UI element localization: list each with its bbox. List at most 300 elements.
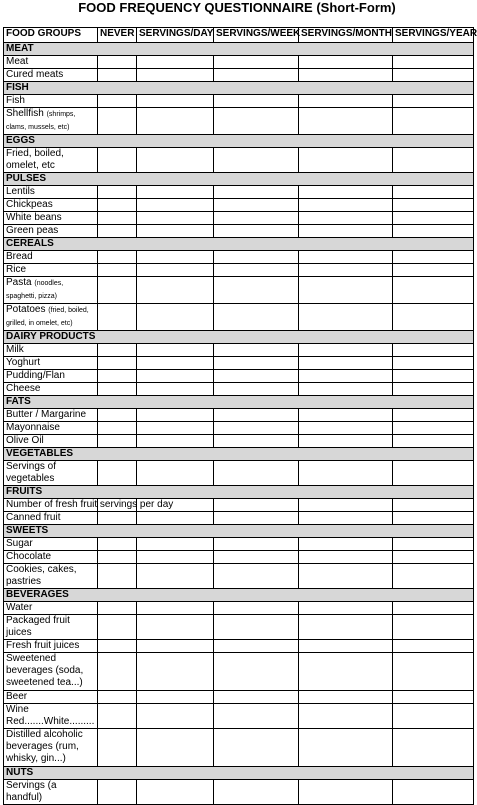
food-item-note: (shrimps, clams, mussels, etc) (6, 111, 76, 131)
servings-day-cell[interactable] (137, 225, 214, 238)
servings-week-cell[interactable] (214, 69, 299, 82)
servings-day-cell[interactable] (137, 461, 214, 486)
servings-month-cell[interactable] (299, 640, 393, 653)
servings-day-cell[interactable] (137, 551, 214, 564)
category-filler (98, 396, 137, 409)
category-filler (299, 331, 393, 344)
food-item-label: Olive Oil (6, 435, 44, 446)
servings-day-cell[interactable] (137, 357, 214, 370)
category-filler (214, 82, 299, 95)
category-filler (299, 525, 393, 538)
servings-week-cell[interactable] (214, 499, 299, 512)
category-row (4, 589, 474, 602)
servings-day-cell[interactable] (137, 69, 214, 82)
servings-week-cell[interactable] (214, 691, 299, 704)
category-filler (393, 82, 474, 95)
food-item-label: Sweetened beverages (soda, sweetened tea...) (6, 653, 84, 688)
servings-day-cell[interactable] (137, 370, 214, 383)
never-cell[interactable] (98, 512, 137, 525)
servings-week-cell[interactable] (214, 344, 299, 357)
servings-week-cell[interactable] (214, 370, 299, 383)
servings-day-cell[interactable] (137, 564, 214, 589)
food-item-label-cell (4, 199, 98, 212)
food-item-label: Fresh fruit juices (6, 640, 80, 651)
category-filler (393, 396, 474, 409)
never-cell[interactable] (98, 225, 137, 238)
never-cell[interactable] (98, 95, 137, 108)
servings-month-cell[interactable] (299, 383, 393, 396)
servings-month-cell[interactable] (299, 108, 393, 135)
category-filler (299, 486, 393, 499)
food-item-label-cell (4, 409, 98, 422)
servings-month-cell[interactable] (299, 653, 393, 691)
servings-week-cell[interactable] (214, 551, 299, 564)
servings-day-cell[interactable] (137, 640, 214, 653)
food-item-row (4, 264, 474, 277)
category-row (4, 396, 474, 409)
servings-month-cell[interactable] (299, 704, 393, 729)
servings-day-cell[interactable] (137, 602, 214, 615)
never-cell[interactable] (98, 461, 137, 486)
food-item-row (4, 69, 474, 82)
servings-day-cell[interactable] (137, 780, 214, 805)
category-row (4, 331, 474, 344)
servings-day-cell[interactable] (137, 95, 214, 108)
never-cell[interactable] (98, 409, 137, 422)
servings-week-cell[interactable] (214, 357, 299, 370)
servings-month-cell[interactable] (299, 780, 393, 805)
servings-week-cell[interactable] (214, 512, 299, 525)
category-filler (98, 486, 137, 499)
servings-year-cell[interactable] (393, 409, 474, 422)
food-item-label: Shellfish (6, 108, 44, 119)
food-item-label: Potatoes (6, 304, 46, 315)
food-item-label-cell (4, 357, 98, 370)
page-title: FOOD FREQUENCY QUESTIONNAIRE (Short-Form) (78, 0, 396, 15)
servings-month-cell[interactable] (299, 409, 393, 422)
never-cell[interactable] (98, 304, 137, 331)
food-item-label: Servings of vegetables (6, 461, 57, 484)
category-label: NUTS (4, 767, 98, 780)
servings-week-cell[interactable] (214, 704, 299, 729)
food-item-row (4, 653, 474, 691)
never-cell[interactable] (98, 251, 137, 264)
servings-week-cell[interactable] (214, 435, 299, 448)
category-filler (299, 448, 393, 461)
never-cell[interactable] (98, 344, 137, 357)
servings-day-cell[interactable] (137, 409, 214, 422)
food-item-label-cell (4, 512, 98, 525)
servings-month-cell[interactable] (299, 264, 393, 277)
category-filler (137, 82, 214, 95)
food-item-row (4, 435, 474, 448)
category-filler (214, 525, 299, 538)
servings-year-cell[interactable] (393, 370, 474, 383)
servings-week-cell[interactable] (214, 304, 299, 331)
never-cell[interactable] (98, 264, 137, 277)
food-item-label-cell (4, 499, 174, 512)
category-filler (98, 525, 137, 538)
category-row (4, 82, 474, 95)
food-item-label-cell (4, 602, 98, 615)
food-item-label-cell (4, 729, 98, 767)
never-cell[interactable] (98, 435, 137, 448)
servings-day-cell[interactable] (137, 435, 214, 448)
never-cell[interactable] (98, 69, 137, 82)
servings-day-cell[interactable] (137, 108, 214, 135)
food-item-label: Cured meats (6, 69, 64, 80)
category-filler (393, 486, 474, 499)
servings-day-cell[interactable] (137, 344, 214, 357)
food-item-row (4, 615, 474, 640)
servings-month-cell[interactable] (299, 148, 393, 173)
category-row (4, 43, 474, 56)
food-item-label-cell (4, 212, 98, 225)
category-filler (299, 396, 393, 409)
servings-month-cell[interactable] (299, 251, 393, 264)
never-cell[interactable] (98, 108, 137, 135)
servings-day-cell[interactable] (137, 199, 214, 212)
category-filler (98, 173, 137, 186)
category-label: SWEETS (4, 525, 98, 538)
category-filler (98, 331, 137, 344)
servings-month-cell[interactable] (299, 461, 393, 486)
servings-week-cell[interactable] (214, 564, 299, 589)
servings-month-cell[interactable] (299, 499, 393, 512)
servings-day-cell[interactable] (137, 383, 214, 396)
food-item-row (4, 538, 474, 551)
never-cell[interactable] (98, 357, 137, 370)
column-header-servings-week: SERVINGS/WEEK (214, 28, 299, 43)
food-item-row (4, 602, 474, 615)
servings-month-cell[interactable] (299, 551, 393, 564)
category-filler (299, 589, 393, 602)
servings-month-cell[interactable] (299, 370, 393, 383)
servings-day-cell[interactable] (137, 653, 214, 691)
category-filler (393, 525, 474, 538)
servings-year-cell[interactable] (393, 729, 474, 767)
food-item-label: Pudding/Flan (6, 370, 65, 381)
servings-year-cell[interactable] (393, 602, 474, 615)
food-item-row (4, 148, 474, 173)
food-item-label-cell (4, 461, 98, 486)
servings-month-cell[interactable] (299, 615, 393, 640)
servings-year-cell[interactable] (393, 251, 474, 264)
servings-year-cell[interactable] (393, 69, 474, 82)
food-item-row (4, 357, 474, 370)
servings-year-cell[interactable] (393, 704, 474, 729)
servings-year-cell[interactable] (393, 186, 474, 199)
category-filler (137, 525, 214, 538)
category-label: MEAT (4, 43, 98, 56)
servings-month-cell[interactable] (299, 357, 393, 370)
servings-year-cell[interactable] (393, 357, 474, 370)
category-filler (98, 82, 137, 95)
servings-year-cell[interactable] (393, 551, 474, 564)
food-item-row (4, 186, 474, 199)
servings-year-cell[interactable] (393, 640, 474, 653)
servings-month-cell[interactable] (299, 729, 393, 767)
servings-month-cell[interactable] (299, 435, 393, 448)
never-cell[interactable] (98, 370, 137, 383)
servings-week-cell[interactable] (214, 148, 299, 173)
food-item-label-cell (4, 422, 98, 435)
category-filler (137, 238, 214, 251)
servings-year-cell[interactable] (393, 512, 474, 525)
servings-year-cell[interactable] (393, 56, 474, 69)
servings-year-cell[interactable] (393, 615, 474, 640)
servings-day-cell[interactable] (137, 212, 214, 225)
servings-day-cell[interactable] (137, 148, 214, 173)
category-row (4, 448, 474, 461)
never-cell[interactable] (98, 277, 137, 304)
never-cell[interactable] (98, 729, 137, 767)
category-label: DAIRY PRODUCTS (4, 331, 98, 344)
column-header-never: NEVER (98, 28, 137, 43)
servings-day-cell[interactable] (137, 704, 214, 729)
servings-year-cell[interactable] (393, 212, 474, 225)
never-cell[interactable] (98, 199, 137, 212)
food-item-label: Fried, boiled, omelet, etc (6, 148, 64, 171)
servings-day-cell[interactable] (137, 251, 214, 264)
category-filler (98, 767, 137, 780)
food-item-label-cell (4, 691, 98, 704)
header-row (4, 28, 474, 43)
never-cell[interactable] (98, 780, 137, 805)
servings-month-cell[interactable] (299, 602, 393, 615)
never-cell[interactable] (98, 615, 137, 640)
food-item-note: (noodles, spaghetti, pizza) (6, 280, 64, 300)
servings-week-cell[interactable] (214, 251, 299, 264)
servings-year-cell[interactable] (393, 383, 474, 396)
servings-week-cell[interactable] (214, 640, 299, 653)
servings-day-cell[interactable] (137, 538, 214, 551)
food-item-row (4, 56, 474, 69)
food-item-row (4, 691, 474, 704)
servings-day-cell[interactable] (137, 277, 214, 304)
servings-week-cell[interactable] (214, 225, 299, 238)
column-header-servings-year: SERVINGS/YEAR (393, 28, 474, 43)
food-item-label: Lentils (6, 186, 35, 197)
category-filler (137, 135, 214, 148)
never-cell[interactable] (98, 704, 137, 729)
servings-year-cell[interactable] (393, 653, 474, 691)
category-filler (98, 135, 137, 148)
food-item-row (4, 277, 474, 304)
servings-week-cell[interactable] (214, 383, 299, 396)
servings-day-cell[interactable] (137, 729, 214, 767)
servings-year-cell[interactable] (393, 277, 474, 304)
servings-month-cell[interactable] (299, 69, 393, 82)
food-item-label: Mayonnaise (6, 422, 60, 433)
never-cell[interactable] (98, 653, 137, 691)
servings-week-cell[interactable] (214, 264, 299, 277)
category-filler (137, 331, 214, 344)
servings-week-cell[interactable] (214, 422, 299, 435)
never-cell[interactable] (98, 691, 137, 704)
servings-year-cell[interactable] (393, 304, 474, 331)
category-filler (393, 43, 474, 56)
food-item-label: Cheese (6, 383, 41, 394)
servings-week-cell[interactable] (214, 186, 299, 199)
food-item-row (4, 780, 474, 805)
servings-month-cell[interactable] (299, 95, 393, 108)
category-filler (137, 173, 214, 186)
food-item-label: Milk (6, 344, 24, 355)
food-item-row (4, 409, 474, 422)
food-item-label: Bread (6, 251, 33, 262)
servings-month-cell[interactable] (299, 56, 393, 69)
never-cell[interactable] (98, 422, 137, 435)
servings-week-cell[interactable] (214, 56, 299, 69)
food-item-label-cell (4, 564, 98, 589)
servings-month-cell[interactable] (299, 512, 393, 525)
food-item-label: Yoghurt (6, 357, 41, 368)
servings-year-cell[interactable] (393, 435, 474, 448)
never-cell[interactable] (98, 148, 137, 173)
food-item-label: Cookies, cakes, pastries (6, 564, 77, 587)
servings-year-cell[interactable] (393, 538, 474, 551)
category-filler (299, 135, 393, 148)
servings-month-cell[interactable] (299, 186, 393, 199)
category-label: FATS (4, 396, 98, 409)
column-header-servings-month: SERVINGS/MONTH (299, 28, 393, 43)
category-filler (214, 238, 299, 251)
food-item-row (4, 251, 474, 264)
servings-year-cell[interactable] (393, 264, 474, 277)
food-item-label: Chocolate (6, 551, 52, 562)
servings-week-cell[interactable] (214, 108, 299, 135)
food-item-label-cell (4, 108, 98, 135)
category-label: FRUITS (4, 486, 98, 499)
never-cell[interactable] (98, 564, 137, 589)
servings-year-cell[interactable] (393, 148, 474, 173)
food-item-row (4, 304, 474, 331)
servings-day-cell[interactable] (137, 186, 214, 199)
servings-day-cell[interactable] (137, 512, 214, 525)
food-item-label: Wine Red.......White......... (6, 704, 95, 727)
servings-year-cell[interactable] (393, 691, 474, 704)
servings-day-cell[interactable] (137, 422, 214, 435)
servings-week-cell[interactable] (214, 461, 299, 486)
category-filler (137, 589, 214, 602)
servings-year-cell[interactable] (393, 225, 474, 238)
servings-year-cell[interactable] (393, 499, 474, 512)
food-item-row (4, 225, 474, 238)
category-filler (137, 767, 214, 780)
servings-week-cell[interactable] (214, 729, 299, 767)
food-item-label-cell (4, 186, 98, 199)
servings-day-cell[interactable] (137, 56, 214, 69)
category-filler (393, 448, 474, 461)
servings-year-cell[interactable] (393, 780, 474, 805)
food-item-label: Meat (6, 56, 29, 67)
food-item-label: Green peas (6, 225, 59, 236)
food-item-label: Rice (6, 264, 27, 275)
category-filler (98, 448, 137, 461)
servings-month-cell[interactable] (299, 212, 393, 225)
food-item-label-cell (4, 653, 98, 691)
never-cell[interactable] (98, 551, 137, 564)
category-filler (98, 589, 137, 602)
servings-month-cell[interactable] (299, 225, 393, 238)
never-cell[interactable] (98, 640, 137, 653)
category-row (4, 238, 474, 251)
servings-week-cell[interactable] (214, 212, 299, 225)
food-item-label-cell (4, 551, 98, 564)
food-item-label-cell (4, 383, 98, 396)
servings-week-cell[interactable] (214, 95, 299, 108)
category-filler (214, 135, 299, 148)
never-cell[interactable] (98, 56, 137, 69)
servings-week-cell[interactable] (214, 653, 299, 691)
food-item-row (4, 95, 474, 108)
servings-month-cell[interactable] (299, 538, 393, 551)
food-item-label-cell (4, 277, 98, 304)
food-item-label: Distilled alcoholic beverages (rum, whisky, gin...) (6, 729, 83, 764)
servings-week-cell[interactable] (214, 199, 299, 212)
servings-week-cell[interactable] (214, 409, 299, 422)
servings-day-cell[interactable] (137, 615, 214, 640)
food-item-label: Number of fresh fruit servings per day (6, 499, 174, 510)
food-item-row (4, 370, 474, 383)
category-filler (214, 448, 299, 461)
servings-day-cell[interactable] (137, 304, 214, 331)
never-cell[interactable] (98, 602, 137, 615)
category-filler (98, 238, 137, 251)
category-label: FISH (4, 82, 98, 95)
food-item-label: Canned fruit (6, 512, 61, 523)
never-cell[interactable] (98, 383, 137, 396)
servings-month-cell[interactable] (299, 277, 393, 304)
servings-month-cell[interactable] (299, 691, 393, 704)
category-row (4, 135, 474, 148)
food-item-row (4, 212, 474, 225)
category-filler (393, 331, 474, 344)
servings-month-cell[interactable] (299, 564, 393, 589)
never-cell[interactable] (98, 212, 137, 225)
food-item-label-cell (4, 780, 98, 805)
food-item-label: Water (6, 602, 33, 613)
food-item-label: Packaged fruit juices (6, 615, 70, 638)
servings-year-cell[interactable] (393, 344, 474, 357)
servings-year-cell[interactable] (393, 199, 474, 212)
servings-year-cell[interactable] (393, 461, 474, 486)
servings-year-cell[interactable] (393, 422, 474, 435)
food-item-label-cell (4, 304, 98, 331)
servings-month-cell[interactable] (299, 344, 393, 357)
servings-month-cell[interactable] (299, 422, 393, 435)
category-filler (393, 589, 474, 602)
servings-week-cell[interactable] (214, 615, 299, 640)
food-item-label-cell (4, 148, 98, 173)
servings-year-cell[interactable] (393, 108, 474, 135)
servings-month-cell[interactable] (299, 199, 393, 212)
category-filler (214, 173, 299, 186)
servings-week-cell[interactable] (214, 602, 299, 615)
servings-week-cell[interactable] (214, 277, 299, 304)
food-item-row (4, 729, 474, 767)
never-cell[interactable] (98, 538, 137, 551)
servings-month-cell[interactable] (299, 304, 393, 331)
servings-day-cell[interactable] (137, 264, 214, 277)
servings-day-cell[interactable] (137, 691, 214, 704)
never-cell[interactable] (98, 186, 137, 199)
servings-year-cell[interactable] (393, 95, 474, 108)
servings-week-cell[interactable] (214, 780, 299, 805)
servings-year-cell[interactable] (393, 564, 474, 589)
servings-week-cell[interactable] (214, 538, 299, 551)
